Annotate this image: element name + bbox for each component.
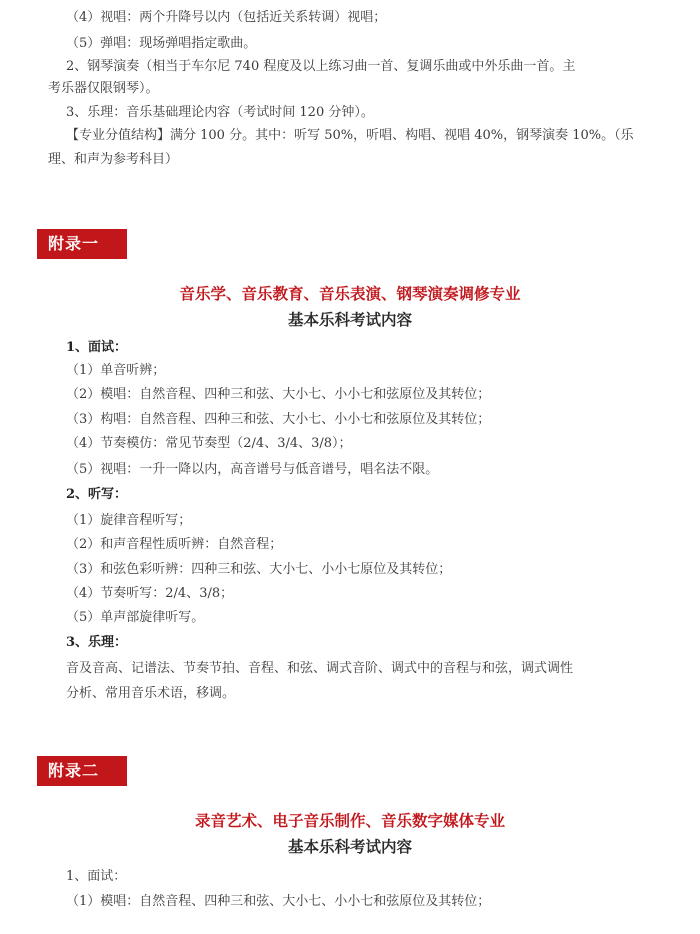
- list-item: （2）和声音程性质听辨：自然音程；: [66, 537, 283, 552]
- appendix-2-banner: 附录二: [37, 756, 127, 786]
- requirement-sight-singing: （4）视唱：两个升降号以内（包括近关系转调）视唱；: [66, 10, 387, 25]
- appendix-2-title-line-2: 基本乐科考试内容: [287, 838, 412, 856]
- appendix-2-interview-heading: 1、面试：: [66, 869, 127, 884]
- list-item: （5）视唱：一升一降以内，高音谱号与低音谱号，唱名法不限。: [66, 462, 439, 477]
- appendix-1-theory-line-2: 分析、常用音乐术语，移调。: [66, 686, 236, 701]
- list-item: （1）模唱：自然音程、四种三和弦、大小七、小小七和弦原位及其转位；: [66, 894, 491, 909]
- appendix-1-banner: 附录一: [37, 229, 127, 259]
- list-item: （1）旋律音程听写；: [66, 513, 192, 528]
- appendix-1-dictation-heading: 2、听写：: [66, 487, 128, 502]
- appendix-1-theory-line-1: 音及音高、记谱法、节奏节拍、音程、和弦、调式音阶、调式中的音程与和弦，调式调性: [66, 661, 574, 676]
- list-item: （3）和弦色彩听辨：四种三和弦、大小七、小小七原位及其转位；: [66, 562, 452, 577]
- list-item: （5）单声部旋律听写。: [66, 610, 205, 625]
- appendix-1-theory-heading: 3、乐理：: [66, 635, 128, 650]
- appendix-1-interview-heading: 1、面试：: [66, 340, 128, 355]
- appendix-2-title: [0, 808, 700, 860]
- list-item: （3）构唱：自然音程、四种三和弦、大小七、小小七和弦原位及其转位；: [66, 412, 491, 427]
- appendix-1-title: [0, 281, 700, 333]
- appendix-2-title-line-1: 录音艺术、电子音乐制作、音乐数字媒体专业: [194, 812, 505, 830]
- appendix-1-title-line-1: 音乐学、音乐教育、音乐表演、钢琴演奏调修专业: [179, 285, 521, 303]
- score-structure-line-2: 理、和声为参考科目）: [48, 152, 179, 167]
- list-item: （4）节奏听写：2/4、3/8；: [66, 586, 234, 601]
- list-item: （4）节奏模仿：常见节奏型（2/4、3/4、3/8）；: [66, 436, 352, 451]
- list-item: （2）模唱：自然音程、四种三和弦、大小七、小小七和弦原位及其转位；: [66, 387, 491, 402]
- score-structure-line-1: 【专业分值结构】满分 100 分。其中：听写 50%，听唱、构唱、视唱 40%，钢琴演奏 10%。（乐: [66, 128, 634, 143]
- list-item: （1）单音听辨；: [66, 363, 166, 378]
- requirement-piano-line-2: 考乐器仅限钢琴）。: [48, 81, 159, 96]
- requirement-singing-accompaniment: （5）弹唱：现场弹唱指定歌曲。: [66, 36, 257, 51]
- requirement-piano-line-1: 2、钢琴演奏（相当于车尔尼 740 程度及以上练习曲一首、复调乐曲或中外乐曲一首。主: [66, 59, 576, 74]
- appendix-1-title-line-2: 基本乐科考试内容: [287, 311, 412, 329]
- requirement-music-theory: 3、乐理：音乐基础理论内容（考试时间 120 分钟）。: [66, 105, 374, 120]
